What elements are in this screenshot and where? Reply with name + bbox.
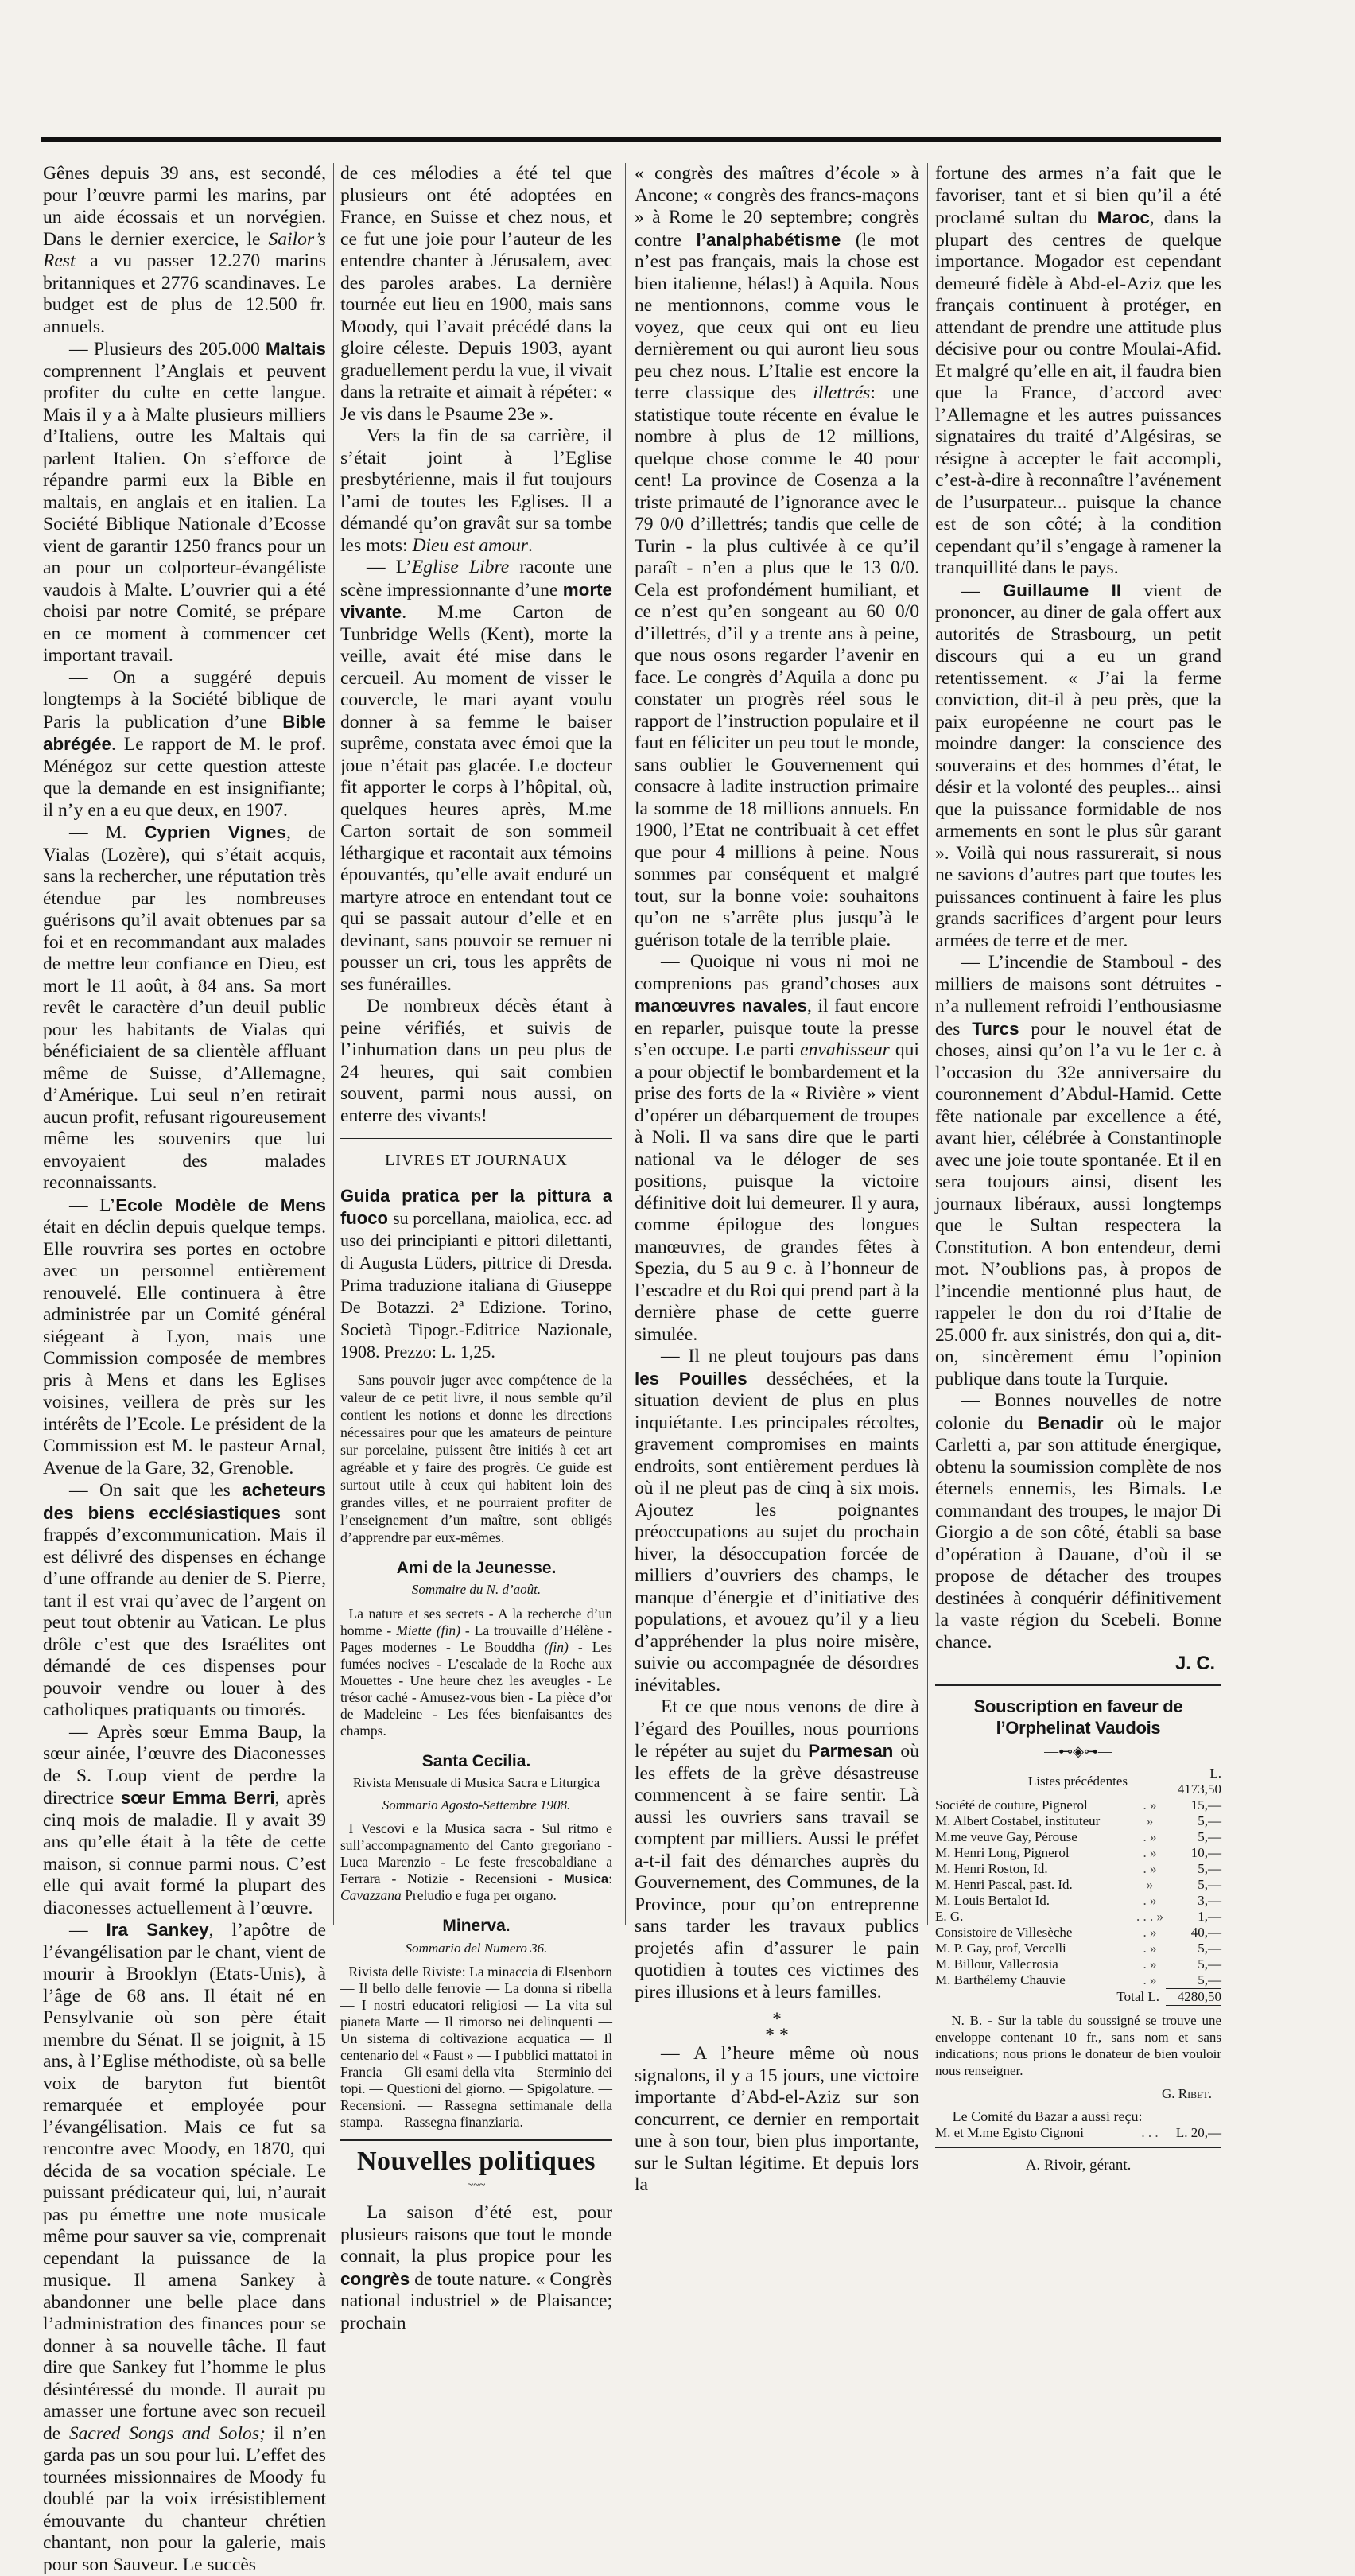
subscription-row: [935, 1909, 1221, 1925]
column-2: [340, 163, 612, 2333]
subscription-row: [935, 1941, 1221, 1956]
section-heading: LIVRES ET JOURNAUX: [385, 1152, 568, 1169]
donor-name: M. Barthélemy Chauvie: [935, 1972, 1066, 1987]
donation-amount: 5,—: [1198, 1861, 1221, 1876]
donor-name: Consistoire de Villesèche: [935, 1925, 1073, 1940]
donation-amount: 1,—: [1198, 1909, 1221, 1924]
article-paragraph: « congrès des maîtres d’école » à Ancone; « congrès des francs-maçons » à Rome le 20 septembre; congrès contre l’analphabétisme (le mot n’est pas français, mais la chose est bien italienne, hélas!) à Aquila. Nous ne mentionnons, comme vous le voyez, que ceux qui ont eu lieu dernièrement ou qui auront lieu sous peu chez nous. L’Italie est encore la terre classique des illettrés: une statistique toute récente en évalue le nombre à plus de 12 millions, quelque chose comme le 40 pour cent! La province de Cosenza a la triste primauté de l’ignorance avec le 79 0/0 d’illettrés; tandis que celle de Turin - la plus cultivée à ce qu’il paraît - n’en a plus que le 13 0/0. Cela est profondément humiliant, et ce n’est qu’en songeant au 60 0/0 d’illettrés, d’il y a trente ans à peine, que nous osons regarder l’avenir en face. Le congrès d’Aquila a donc pu constater un progrès réel sous le rapport de l’instruction populaire et il faut en féliciter un peu tout le monde, sans oublier le Gouvernement qui consacre à ladite instruction primaire la somme de 18 millions annuels. En 1900, l’Etat ne contribuait à cet effet que pour 4 millions à peine. Nous sommes par conséquent et malgré tout, sur la bonne voie: souhaitons qu’on ne s’arrête plus jusqu’à le guérison totale de la terrible plaie.: [635, 163, 919, 950]
leader-dots: . »: [1143, 1972, 1157, 1987]
subscription-row: [935, 1925, 1221, 1941]
donation-amount: 5,—: [1198, 1829, 1221, 1844]
leader-dots: [1134, 1766, 1166, 1797]
article-paragraph: De nombreux décès étant à peine vérifiés, et suivis de l’inhumation dans un peu plus de 24 heures, qui sait combien souvent, parmi nous aussi, on enterre des vivants!: [340, 996, 612, 1126]
donation-amount: 5,—: [1198, 1813, 1221, 1828]
column-3: [635, 163, 919, 2195]
article-paragraph: Gênes depuis 39 ans, est secondé, pour l’œuvre parmi les marins, par un aide écossais et un norvégien. Dans le dernier exercice, le Sailor’s Rest a vu passer 12.270 marins britanniques et 2776 scandinaves. Le budget est de plus de 12.500 fr. annuels.: [43, 163, 326, 337]
leader-dots: . »: [1143, 1893, 1157, 1908]
bazar-name: M. et M.me Egisto Cignoni: [935, 2125, 1084, 2140]
subscription-row: [935, 1813, 1221, 1829]
subscription-row: [935, 1893, 1221, 1909]
section-rule-thick: [340, 2139, 612, 2141]
column-divider: [927, 163, 928, 1925]
subscription-row: [935, 1972, 1221, 1988]
article-paragraph: Vers la fin de sa carrière, il s’était joint à l’Eglise presbytérienne, mais il fut toujours l’ami de toutes les Eglises. Il a démandé qu’on gravât sur sa tombe les mots: Dieu est amour.: [340, 425, 612, 556]
article-paragraph: — M. Cyprien Vignes, de Vialas (Lozère), qui s’était acquis, sans la rechercher, une réputation très étendue par les nombreuses guérisons qu’il avait obtenues par sa foi et en recommandant aux malades de mettre leur confiance en Dieu, est mort le 11 août, à 84 ans. Sa mort revêt le caractère d’un deuil public pour les habitants de Vialas qui bénéficiaient de sa clientèle affluant même de Suisse, d’Allemagne, d’Amérique. Lui seul n’en retirait aucun profit, refusant rigoureusement même les souvenirs que lui envoyaient des malades reconnaissants.: [43, 822, 326, 1193]
donation-amount: 10,—: [1190, 1845, 1221, 1860]
donation-amount: 5,—: [1198, 1877, 1221, 1892]
leader-dots: . »: [1143, 1797, 1157, 1813]
donation-amount: 5,—: [1198, 1972, 1221, 1987]
periodical-summary: Rivista delle Riviste: La minaccia di Elsenborn — Il bello delle ferrovie — La donna si ribella — I nostri educatori religiosi — La vita sul pianeta Marte — Il rimorso nei delinquenti — Un sistema di coltivazione acquatica — Il centenario del « Faust » — I pubblici mattatoi in Francia — Gli esami della vita — Sterminio dei topi. — Questioni del giorno. — Spigolature. — Recensioni. — Rassegna settimanale della stampa. — Rassegna finanziaria.: [340, 1964, 612, 2130]
author-initials: J. C.: [1175, 1653, 1215, 1674]
subscription-row: [935, 1956, 1221, 1972]
book-entry: Guida pratica per la pittura a fuoco su porcellana, maiolica, ecc. ad uso dei principianti e pittori dilettanti, di Augusta Lüders, pittrice di Dresda. Prima traduzione italiana di Giuseppe De Botazzi. 2ª Edizione. Torino, Società Tipogr.-Editrice Nazionale, 1908. Prezzo: L. 1,25.: [340, 1185, 612, 1362]
leader-dots: . »: [1143, 1956, 1157, 1972]
article-paragraph: — Après sœur Emma Baup, la sœur ainée, l’œuvre des Diaconesses de S. Loup vient de perdre la directrice sœur Emma Berri, après cinq mois de maladie. Il y avait 39 ans qu’elle était à la tête de cette maison, si connue parmi nous. C’est elle qui avait formé la plupart des diaconesses actuellement à l’œuvre.: [43, 1721, 327, 1918]
donor-name: M. Billour, Vallecrosia: [935, 1956, 1058, 1972]
donor-name: Société de couture, Pignerol: [935, 1797, 1088, 1813]
donation-amount: 40,—: [1190, 1925, 1221, 1940]
article-paragraph: — On a suggéré depuis longtemps à la Société biblique de Paris la publication d’une Bible abrégée. Le rapport de M. le prof. Ménégoz sur cette question atteste que la demande en est insignifiante; il n’y en a eu que deux, en 1907.: [43, 666, 326, 821]
article-paragraph: — Il ne pleut toujours pas dans les Pouilles desséchées, et la situation devient de plus en plus inquiétante. Les principales récoltes, gravement compromises en maints endroits, sont entièrement perdues là où il ne pleut pas de cinq à six mois. Ajoutez les poignantes préoccupations au sujet du prochain hiver, la désoccupation forcée de milliers d’ouvriers des champs, le manque d’énergie et d’initiative des populations, et avouez qu’il y a lieu d’appréhender la plus noire misère, suivie ou accompagnée de désordres inévitables.: [635, 1346, 919, 1696]
subscription-total: [935, 1988, 1221, 2006]
periodical-title: Ami de la Jeunesse.: [396, 1558, 557, 1577]
subscription-row: [935, 1861, 1221, 1877]
leader-dots: . »: [1143, 1925, 1157, 1940]
subscription-table: [935, 1766, 1221, 1988]
total-label: Total L.: [1116, 1989, 1159, 2004]
subscription-note: N. B. - Sur la table du soussigné se trouve une enveloppe contenant 10 fr., sans nom et sans indications; nous prions le donateur de bien vouloir nous renseigner.: [935, 2013, 1221, 2078]
gerant-signature: A. Rivoir, gérant.: [1025, 2157, 1132, 2174]
donor-name: M. Henri Roston, Id.: [935, 1861, 1048, 1876]
periodical-subtitle: Rivista Mensuale di Musica Sacra e Liturgica Sommario Agosto-Settembre 1908.: [352, 1775, 600, 1813]
bazar-amount: L. 20,—: [1175, 2125, 1221, 2140]
column-divider: [625, 163, 626, 1925]
bazar-dots: . . .: [1141, 2125, 1159, 2140]
subscription-title: Souscription en faveur de l’Orphelinat Vaudois: [973, 1696, 1183, 1738]
article-paragraph: — Quoique ni vous ni moi ne comprenions pas grand’choses aux manœuvres navales, il faut encore en reparler, puisque toute la presse s’en occupe. Le parti envahisseur qui a pour objectif le bombardement et la prise des forts de la « Rivière » vient d’opérer un débarquement de troupes à Noli. Il va sans dire que le parti national va le déloger de ses positions, puisque la victoire définitive doit lui demeurer. Il y aura, comme épilogue des longues manœuvres, de grandes fêtes à Spezia, du 5 au 9 c. à l’honneur de l’escadre et du Roi qui prend part à la dernière phase de cette guerre simulée.: [635, 951, 919, 1345]
column-4-text: [935, 163, 1221, 1686]
article-paragraph: La saison d’été est, pour plusieurs raisons que tout le monde connait, la plus propice pour les congrès de toute nature. « Congrès national industriel » de Plaisance; prochain: [340, 2202, 612, 2333]
column-4: [935, 163, 1221, 2174]
article-paragraph: — Plusieurs des 205.000 Maltais comprennent l’Anglais et peuvent profiter du culte en cette langue. Mais il y a à Malte plusieurs milliers d’Italiens, outre les Maltais qui parlent Italien. On s’efforce de répandre parmi eux la Bible en maltais, en anglais et en italien. La Société Biblique Nationale d’Ecosse vient de garantir 1250 francs pour un an pour un colporteur-évangéliste vaudois à Malte. L’ouvrier qui a été choisi par notre Comité, se prépare en ce moment à commencer cet important travail.: [43, 339, 326, 666]
section-rule-thick: [935, 1684, 1221, 1686]
section-rule: [340, 1138, 612, 1139]
article-paragraph: Et ce que nous venons de dire à l’égard des Pouilles, nous pourrions le répéter au sujet du Parmesan où les effets de la grève désastreuse commencent à se faire sentir. Là aussi les ouvriers sans travail se comptent par milliers. Aussi le préfet a-t-il fait des démarches auprès du Gouvernement, des Communes, de la Province, pour qu’on entreprenne sans tarder les travaux publics projetés afin d’assurer le pain quotidien à toutes ces victimes des pires illusions et à leurs familles.: [635, 1696, 919, 2003]
total-amount: 4280,50: [1166, 1989, 1221, 2006]
subscription-row: [935, 1829, 1221, 1845]
donor-name: M. Albert Costabel, instituteur: [935, 1813, 1101, 1828]
leader-dots: »: [1146, 1813, 1154, 1828]
leader-dots: . »: [1143, 1845, 1157, 1860]
leader-dots: . . . »: [1136, 1909, 1163, 1924]
donor-name: M. Louis Bertalot Id.: [935, 1893, 1050, 1908]
leader-dots: . »: [1143, 1829, 1157, 1844]
subscription-box: [935, 1696, 1221, 2177]
donation-amount: 5,—: [1198, 1956, 1221, 1972]
subscription-row: [935, 1877, 1221, 1893]
section-heading-large: Nouvelles politiques: [357, 2147, 596, 2176]
subscription-row: [935, 1845, 1221, 1861]
donor-name: E. G.: [935, 1909, 964, 1924]
book-review: Sans pouvoir juger avec compétence de la valeur de ce petit livre, il nous semble qu’il contient les notions et donne les directions nécessaires pour que les amateurs de peinture sur porcelaine, puissent être initiés à cet art agréable et y faire des progrès. Ce guide est surtout utile à ceux qui habitent loin des grandes villes, et ne pourraient profiter de l’enseignement d’un maître, sont obligés d’apprendre par eux-mêmes.: [340, 1371, 612, 1545]
donation-amount: 15,—: [1190, 1797, 1221, 1813]
donor-name: M.me veuve Gay, Pérouse: [935, 1829, 1077, 1844]
bazar-row: [935, 2125, 1221, 2141]
top-rule: [41, 137, 1221, 142]
article-paragraph: — Bonnes nouvelles de notre colonie du Benadir où le major Carletti a, par son attitude énergique, obtenu la soumission complète de nos éternels ennemis, les Bimals. Le commandant des troupes, le major Di Giorgio a de son côté, établi sa base d’opération à Dauane, d’où il se propose de détacher des troupes destinées à conquérir définitivement la vaste région du Scebeli. Bonne chance.: [935, 1390, 1221, 1653]
article-paragraph: — Ira Sankey, l’apôtre de l’évangélisation par le chant, vient de mourir à Brooklyn (Etats-Unis), à l’âge de 68 ans. Il était né en Pensylvanie où son père était membre du Sénat. Il se joignit, à 15 ans, à l’Eglise méthodiste, où sa belle voix de baryton fut bientôt remarquée et employée pour l’évangélisation. Mais ce fut sa rencontre avec Moody, en 1870, qui décida de sa vocation spéciale. Le puissant prédicateur qui, lui, n’aurait pas pu émettre une note musicale même pour sauver sa vie, comprenait cependant la puissance de la musique. Il amena Sankey à abandonner une belle place dans l’administration des finances pour se donner à sa nouvelle tâche. Il faut dire que Sankey fut l’homme le plus désintéressé du monde. Il aurait pu amasser une fortune avec son recueil de Sacred Songs and Solos; il n’en garda pas un sou pour lui. L’effet des tournées missionnaires de Moody fu doublé par la voix irrésistiblement émouvante du chanteur chrétien chantant, non pour la galerie, mais pour son Sauveur. Le succès: [43, 1920, 326, 2575]
article-paragraph: — L’Eglise Libre raconte une scène impressionnante d’une morte vivante. M.me Carton de Tunbridge Wells (Kent), morte la veille, avait été mise dans le cercueil. Au moment de visser le couvercle, le mari ayant voulu donner à sa femme le baiser suprême, constata avec émoi que la joue n’était pas glacée. Le docteur fit apporter le corps à l’hôpital, où, quelques heures après, M.me Carton sortait de son sommeil léthargique et racontait aux témoins épouvantés, qu’elle avait enduré un martyre atroce en entendant tout ce qui se passait autour d’elle et en devinant, sans pouvoir se remuer ni pousser un cri, tous les apprêts de ses funérailles.: [340, 557, 612, 995]
article-paragraph: — L’incendie de Stamboul - des milliers de maisons sont détruites - n’a nullement refroidi l’enthousiasme des Turcs pour le nouvel état de choses, ainsi qu’on l’a vu le 1er c. à l’occasion du 32e anniversaire du couronnement d’Abdul-Hamid. Cette fête nationale par excellence a été, avant hier, célébrée à Constantinople avec une joie toute spontanée. Et il en sera toujours ainsi, disent les journaux libéraux, aussi longtemps que le Sultan respectera la Constitution. A bon entendeur, demi mot. N’oublions pas, à propos de l’incendie mentionné plus haut, de rappeler le don du roi d’Italie de 25.000 fr. aux sinistrés, don qui a, dit-on, sincèrement ému l’opinion publique dans toute la Turquie.: [935, 952, 1221, 1389]
leader-dots: . »: [1143, 1861, 1157, 1876]
donor-name: M. Henri Pascal, past. Id.: [935, 1877, 1073, 1892]
donation-amount: L. 4173,50: [1177, 1766, 1221, 1797]
subscription-ornament: —⊷◈⊶—: [1044, 1743, 1112, 1759]
leader-dots: . »: [1143, 1941, 1157, 1956]
article-paragraph: fortune des armes n’a fait que le favoriser, tant et si bien qu’il a été proclamé sultan du Maroc, dans la plupart des centres de quelque importance. Mogador est cependant demeuré fidèle à Abd-el-Aziz que les français continuent à protéger, en attendant de prendre une attitude plus décisive pour ou contre Moulai-Afid. Et malgré qu’elle en ait, il faudra bien que la France, d’accord avec l’Allemagne et les autres puissances signataires du traité d’Algésiras, se résigne à accepter le fait accompli, c’est-à-dire à reconnaître l’avénement de l’usurpateur... puisque la chance est de son côté; à la condition cependant qu’il s’engage à ramener la tranquillité dans le pays.: [935, 163, 1221, 578]
subscription-row: [935, 1766, 1221, 1797]
bazar-line: Le Comité du Bazar a aussi reçu:: [952, 2108, 1143, 2124]
periodical-summary: I Vescovi e la Musica sacra - Sul ritmo e sull’accompagnamento del Canto gregoriano - Luca Marenzio - Le feste frescobaldiane a Ferrara - Notizie - Recensioni - Musica: Cavazzana Preludio e fuga per organo.: [340, 1820, 612, 1903]
article-paragraph: — A l’heure même où nous signalons, il y a 15 jours, une victoire importante d’Abd-el-Aziz sur son concurrent, ce dernier en remportait une à son tour, bien plus importante, sur le Sultan légitime. Et depuis lors la: [635, 2043, 919, 2195]
column-1: [43, 163, 327, 2575]
leader-dots: »: [1146, 1877, 1154, 1892]
article-paragraph: — Guillaume II vient de prononcer, au diner de gala offert aux autorités de Strasbourg, un petit discours qui a eu un grand retentissement. « J’ai la ferme conviction, dit-il à peu près, que la paix européenne ne court pas le moindre danger: la conscience des souverains et des hommes d’état, le désir et la volonté des peuples... ainsi que la puissance formidable de nos armements en sont le plus sûr garant ». Voilà qui nous rassurerait, si nous ne savions d’autres part que toutes les puissances continuent à faire les plus grands sacrifices d’argent pour leurs armées de terre et de mer.: [935, 580, 1221, 951]
article-paragraph: — L’Ecole Modèle de Mens était en déclin depuis quelque temps. Elle rouvrira ses portes en octobre avec un personnel entièrement renouvelé. Elle continuera à être administrée par un Comité général siégeant à Lyon, mais une Commission composée de membres pris à Mens et dans les Eglises voisines, veillera de près sur les intérêts de l’Ecole. Le président de la Commission est M. le pasteur Arnal, Avenue de la Gare, 32, Grenoble.: [43, 1195, 326, 1478]
periodical-subtitle: Sommaire du N. d’août.: [411, 1582, 542, 1597]
ornament: ~~~: [467, 2178, 486, 2191]
column-divider: [333, 163, 334, 1925]
donor-name: M. Henri Long, Pignerol: [935, 1845, 1070, 1860]
periodical-summary: La nature et ses secrets - A la recherche d’un homme - Miette (fin) - La trouvaille d’Hélène - Pages modernes - Le Bouddha (fin) - Les fumées nocives - L’escalade de la Roche aux Mouettes - Une heure chez les aveugles - Le trésor caché - Amusez-vous bien - La pièce d’or de Madeleine - Les fées bienfaisantes des champs.: [340, 1605, 612, 1739]
periodical-subtitle: Sommario del Numero 36.: [405, 1940, 548, 1956]
donation-amount: 3,—: [1198, 1893, 1221, 1908]
closing-rule: [935, 2147, 1221, 2148]
periodical-title: Minerva.: [442, 1917, 511, 1935]
note-signature: G. Ribet.: [1161, 2086, 1212, 2101]
donor-name: Listes précédentes: [1027, 1774, 1128, 1789]
article-paragraph: — On sait que les acheteurs des biens ecclésiastiques sont frappés d’excommunication. Mais il est délivré des dispenses en échange d’une offrande au denier de S. Pierre, tant il est vrai qu’avec de l’argent on peut tout obtenir au Vatican. Le plus drôle c’est que des Israélites ont démandé de ces dispenses pour pouvoir vendre ou louer à des catholiques pratiquants ou timorés.: [43, 1480, 326, 1720]
asterism: * * *: [765, 2009, 789, 2046]
article-paragraph: de ces mélodies a été tel que plusieurs ont été adoptées en France, en Suisse et chez nous, et ce fut une joie pour l’auteur de les entendre chanter à Jérusalem, avec des paroles arabes. La dernière tournée eut lieu en 1900, mais sans Moody, qui l’avait précédé dans la gloire céleste. Depuis 1903, ayant graduellement perdu la vue, il vivait dans la retraite et aimait à répéter: « Je vis dans le Psaume 23e ».: [340, 163, 612, 425]
subscription-row: [935, 1797, 1221, 1813]
donation-amount: 5,—: [1198, 1941, 1221, 1956]
periodical-title: Santa Cecilia.: [421, 1751, 531, 1770]
donor-name: M. P. Gay, prof, Vercelli: [935, 1941, 1066, 1956]
